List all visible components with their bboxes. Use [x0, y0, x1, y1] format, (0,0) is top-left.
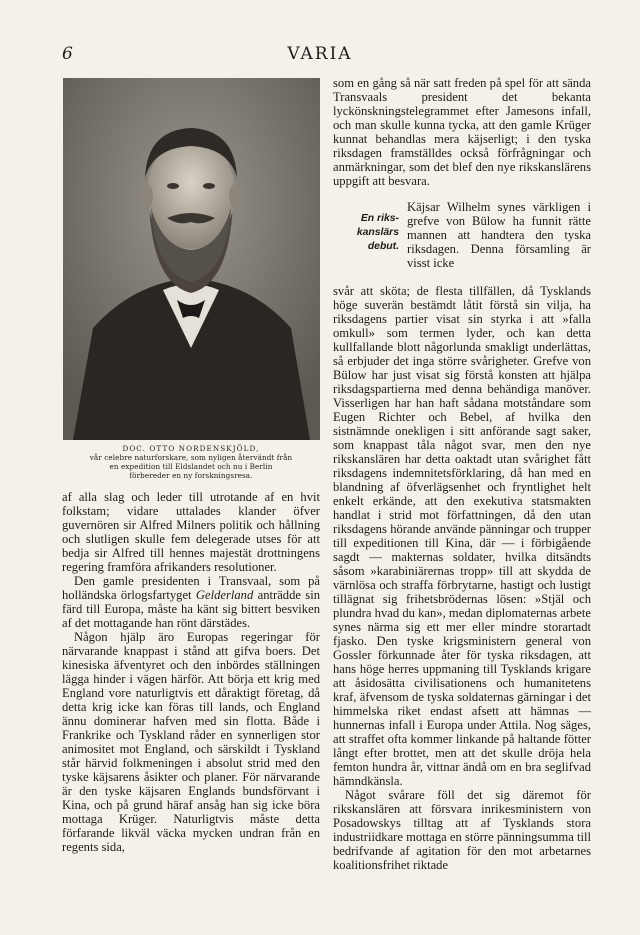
paragraph	[62, 574, 320, 630]
right-column-top	[333, 76, 591, 188]
paragraph: som en gång så när satt freden på spel för att sända Transvaals president det bekanta lyckönskningstelegrammet efter Jamesons infall, och man skulle kunna tycka, att den gamle Krüger kunnat behandlas mera käjserligt; i den tyska riksdagen framställdes också förfrågningar och anmärkningar, som det blef den nye rikskanslärens uppgift att besvara.	[333, 76, 591, 188]
right-column-narrow	[407, 200, 591, 270]
running-title: VARIA	[287, 44, 353, 64]
margin-note-line: debut.	[367, 241, 399, 252]
margin-note-line: En riks-	[360, 213, 399, 224]
margin-note-line: kanslärs	[356, 227, 399, 238]
paragraph: af alla slag och leder till utrotande af en hvit folkstam; vidare uttalades klander öfver guvernören sir Alfred Milners politik och hållning och slutligen skulle fem delegerade utses för att bedja sir Alfred till hennes majestät drottningens regering framföra afrikanders resolutioner.	[62, 490, 320, 574]
paragraph-text: anträdde sin färd till Europa, måste ha känt sig bittert besviken af det mottagande han rönt därstädes.	[62, 588, 320, 630]
portrait-caption	[62, 444, 320, 480]
paragraph-text: Den gamle presidenten i Transvaal, som på holländska örlogsfartyget	[62, 574, 320, 602]
ship-name: Gelderland	[195, 588, 254, 602]
margin-note	[333, 212, 399, 254]
caption-line: en expedition till Eldslandet och nu i Berlin	[109, 462, 273, 471]
portrait-photo	[63, 78, 320, 440]
left-column	[62, 490, 320, 854]
caption-line: förbereder en ny forskningsresa.	[129, 471, 253, 480]
paragraph: Käjsar Wilhelm synes värkligen i grefve von Bülow ha funnit rätte mannen att handtera den tyska riksdagen. Denna församling är visst icke	[407, 200, 591, 270]
paragraph: svår att sköta; de flesta tillfällen, då Tysklands höge suverän bestämdt låtit förstå sin vilja, ha riksdagens partier visat sin styrka i att »falla omkull» som termen lyder, och kan detta kullfallande blott någorlunda smakligt underlättas, så erbjuder det inga större svårigheter. Grefve von Bülow har just visat sig förstå konsten att hjälpa riksdagspartierna med denna behändiga manöver. Visserligen har han haft sådana motståndare som Eugen Richter och Bebel, af hvilka den sistnämnde onekligen i sitt anförande sagt saker, som knappast tåla något svar, men den nye rikskanslären har detta oaktadt utan svårighet fått riksdagens indemnitetsförklaring, då han med en blandning af öfverlägsenhet och fryntlighet helt enkelt erkände, att den exekutiva statsmakten handlat i strid mot författningen, då den utan riksdagens hörande använde pänningar och trupper till expeditionen till Kina, där — i förbigående sagdt — makternas soldater, hvilka ditsändts såsom »karabiniärernas tropp» till att skydda de värnlösa och straffa förbrytarne, hastigt och lustigt tillägnat sig frihetsbrödernas lösen: »Stjäl och plundra hvad du kan», medan diplomaternas arbete synes närma sig ett mer eller mindre storartadt fjasko. Den tyske krigsministern general von Gossler förkunnade åter för tyska riksdagen, att hans höge herres uppmaning till Tysklands krigare att åsidosätta civilisationens och humanitetens kraf, äfvensom de tyska soldaternas gärningar i det himmelska riket endast afsett att hämnas — hunnernas infall i Europa under Attila. Nog säges, att straffet ofta kommer linkande på haltande fötter långt efter brottet, men att det skulle dröja hela femton hundra år, vittnar ändå om en bra seglifvad hämndkänsla.	[333, 284, 591, 788]
right-column-main	[333, 284, 591, 872]
caption-name: DOC. OTTO NORDENSKJÖLD,	[122, 444, 260, 453]
portrait-illustration	[63, 78, 320, 440]
paragraph: Någon hjälp äro Europas regeringar för närvarande knappast i stånd att gifva boers. Det kinesiska äfventyret och den inbördes ställningen lägga hinder i vägen härför. Att börja ett krig med England vore naturligtvis ett dåraktigt företag, då detta krig icke kan föras till lands, och England ännu dominerar hafven med sin flotta. Både i Frankrike och Tyskland råder en synnerligen stor animositet mot England, och särskildt i Tyskland står härvid folkmeningen i absolut strid med den tyske käjsarens åsikter och planer. För närvarande är den tyske käjsaren Englands bundsförvant i Kina, och på grund häraf ansåg han sig icke böra mottaga Krüger. Naturligtvis måste detta förfarande likväl väcka mycken undran från en regents sida,	[62, 630, 320, 854]
paragraph: Något svårare föll det sig däremot för rikskanslären att försvara inrikesministern von Posadowskys tilltag att af Tysklands stora industriidkare mottaga en större pänningsumma till bedrifvande af agitation för den mot arbetarnes koalitionsfrihet riktade	[333, 788, 591, 872]
page-number: 6	[62, 44, 73, 64]
caption-line: vår celebre naturforskare, som nyligen återvändt från	[89, 453, 293, 462]
